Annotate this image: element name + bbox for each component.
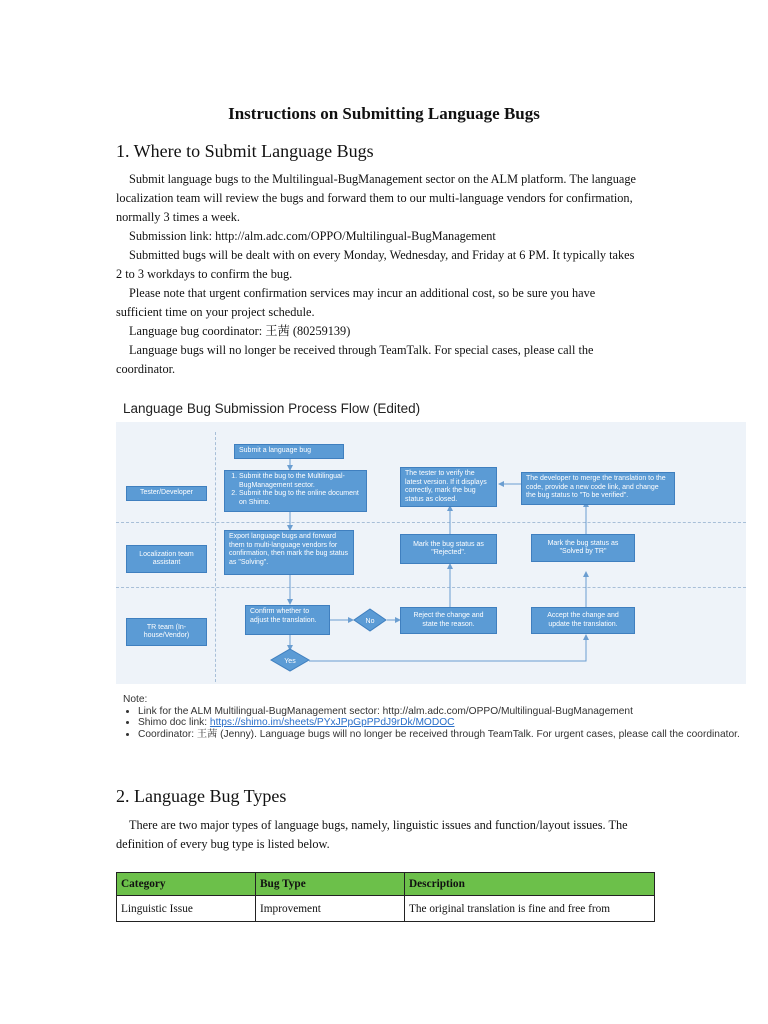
table-cell: Improvement xyxy=(256,896,405,922)
paragraph: Language bug coordinator: 王茜 (80259139) xyxy=(129,324,351,338)
note-prefix: Shimo doc link: xyxy=(138,717,210,728)
lane-label-tr-team: TR team (In-house/Vendor) xyxy=(126,618,207,646)
no-decision xyxy=(353,608,387,632)
shimo-doc-link[interactable]: https://shimo.im/sheets/PYxJPpGpPPdJ9rDk/MODOC xyxy=(209,717,455,728)
notes-label: Note: xyxy=(123,694,148,705)
section-2-body xyxy=(116,816,642,854)
submit-bug-box: Submit a language bug xyxy=(234,444,344,459)
mark-rejected-box: Mark the bug status as "Rejected". xyxy=(400,534,497,564)
column-header: Category xyxy=(117,873,256,896)
figure-notes xyxy=(123,694,743,740)
mark-solved-box: Mark the bug status as "Solved by TR" xyxy=(531,534,635,562)
paragraph: Submission link: http://alm.adc.com/OPPO/Multilingual-BugManagement xyxy=(129,229,496,243)
reject-change-box: Reject the change and state the reason. xyxy=(400,607,497,634)
export-bugs-box: Export language bugs and forward them to multi-language vendors for confirmation, then mark the bug status as "Solving". xyxy=(224,530,354,575)
step-item: 1. Submit the bug to the Multilingual-BugManagement sector. xyxy=(239,473,362,490)
accept-change-box: Accept the change and update the translation. xyxy=(531,607,635,634)
column-header: Description xyxy=(405,873,655,896)
paragraph: Please note that urgent confirmation services may incur an additional cost, so be sure you have sufficient time on your project schedule. xyxy=(116,286,596,319)
bug-types-table xyxy=(116,872,655,922)
table-header-row xyxy=(117,873,655,896)
no-label: No xyxy=(365,618,375,625)
yes-label: Yes xyxy=(284,658,296,665)
paragraph: Language bugs will no longer be received through TeamTalk. For special cases, please call the coordinator. xyxy=(116,343,594,376)
note-item xyxy=(138,717,743,729)
table-cell: Linguistic Issue xyxy=(117,896,256,922)
section-2-heading: 2. Language Bug Types xyxy=(116,786,287,806)
flow-diagram xyxy=(116,422,746,684)
yes-decision xyxy=(270,648,310,672)
document-title: Instructions on Submitting Language Bugs xyxy=(228,104,540,123)
developer-merge-box: The developer to merge the translation to the code, provide a new code link, and change the bug status to "To be verified". xyxy=(521,472,675,505)
section-1-body xyxy=(116,170,642,379)
submit-steps-box xyxy=(224,470,367,512)
paragraph: There are two major types of language bugs, namely, linguistic issues and function/layout issues. The definition of every bug type is listed below. xyxy=(116,818,628,851)
lane-label-localization: Localization team assistant xyxy=(126,545,207,573)
paragraph: Submit language bugs to the Multilingual-BugManagement sector on the ALM platform. The language localization team will review the bugs and forward them to our multi-language vendors for confirmation, normally 3 times a week. xyxy=(116,172,636,224)
lane-label-tester: Tester/Developer xyxy=(126,486,207,501)
section-1-heading: 1. Where to Submit Language Bugs xyxy=(116,141,374,161)
note-item: • Link for the ALM Multilingual-BugManagement sector: http://alm.adc.com/OPPO/Multilingual-BugManagement xyxy=(138,706,743,718)
figure-title: Language Bug Submission Process Flow (Edited) xyxy=(123,401,421,416)
tester-verify-box: The tester to verify the latest version. If it displays correctly, mark the bug status as closed. xyxy=(400,467,497,507)
confirm-adjust-box: Confirm whether to adjust the translation. xyxy=(245,605,330,635)
paragraph: Submitted bugs will be dealt with on every Monday, Wednesday, and Friday at 6 PM. It typically takes 2 to 3 workdays to confirm the bug. xyxy=(116,248,635,281)
note-item: • Coordinator: 王茜 (Jenny). Language bugs will no longer be received through TeamTalk. For urgent cases, please call the coordinator. xyxy=(138,729,743,741)
process-flow-figure xyxy=(116,394,746,744)
step-item: 2. Submit the bug to the online document on Shimo. xyxy=(239,490,362,507)
column-header: Bug Type xyxy=(256,873,405,896)
table-row xyxy=(117,896,655,922)
table-cell: The original translation is fine and free from xyxy=(405,896,655,922)
